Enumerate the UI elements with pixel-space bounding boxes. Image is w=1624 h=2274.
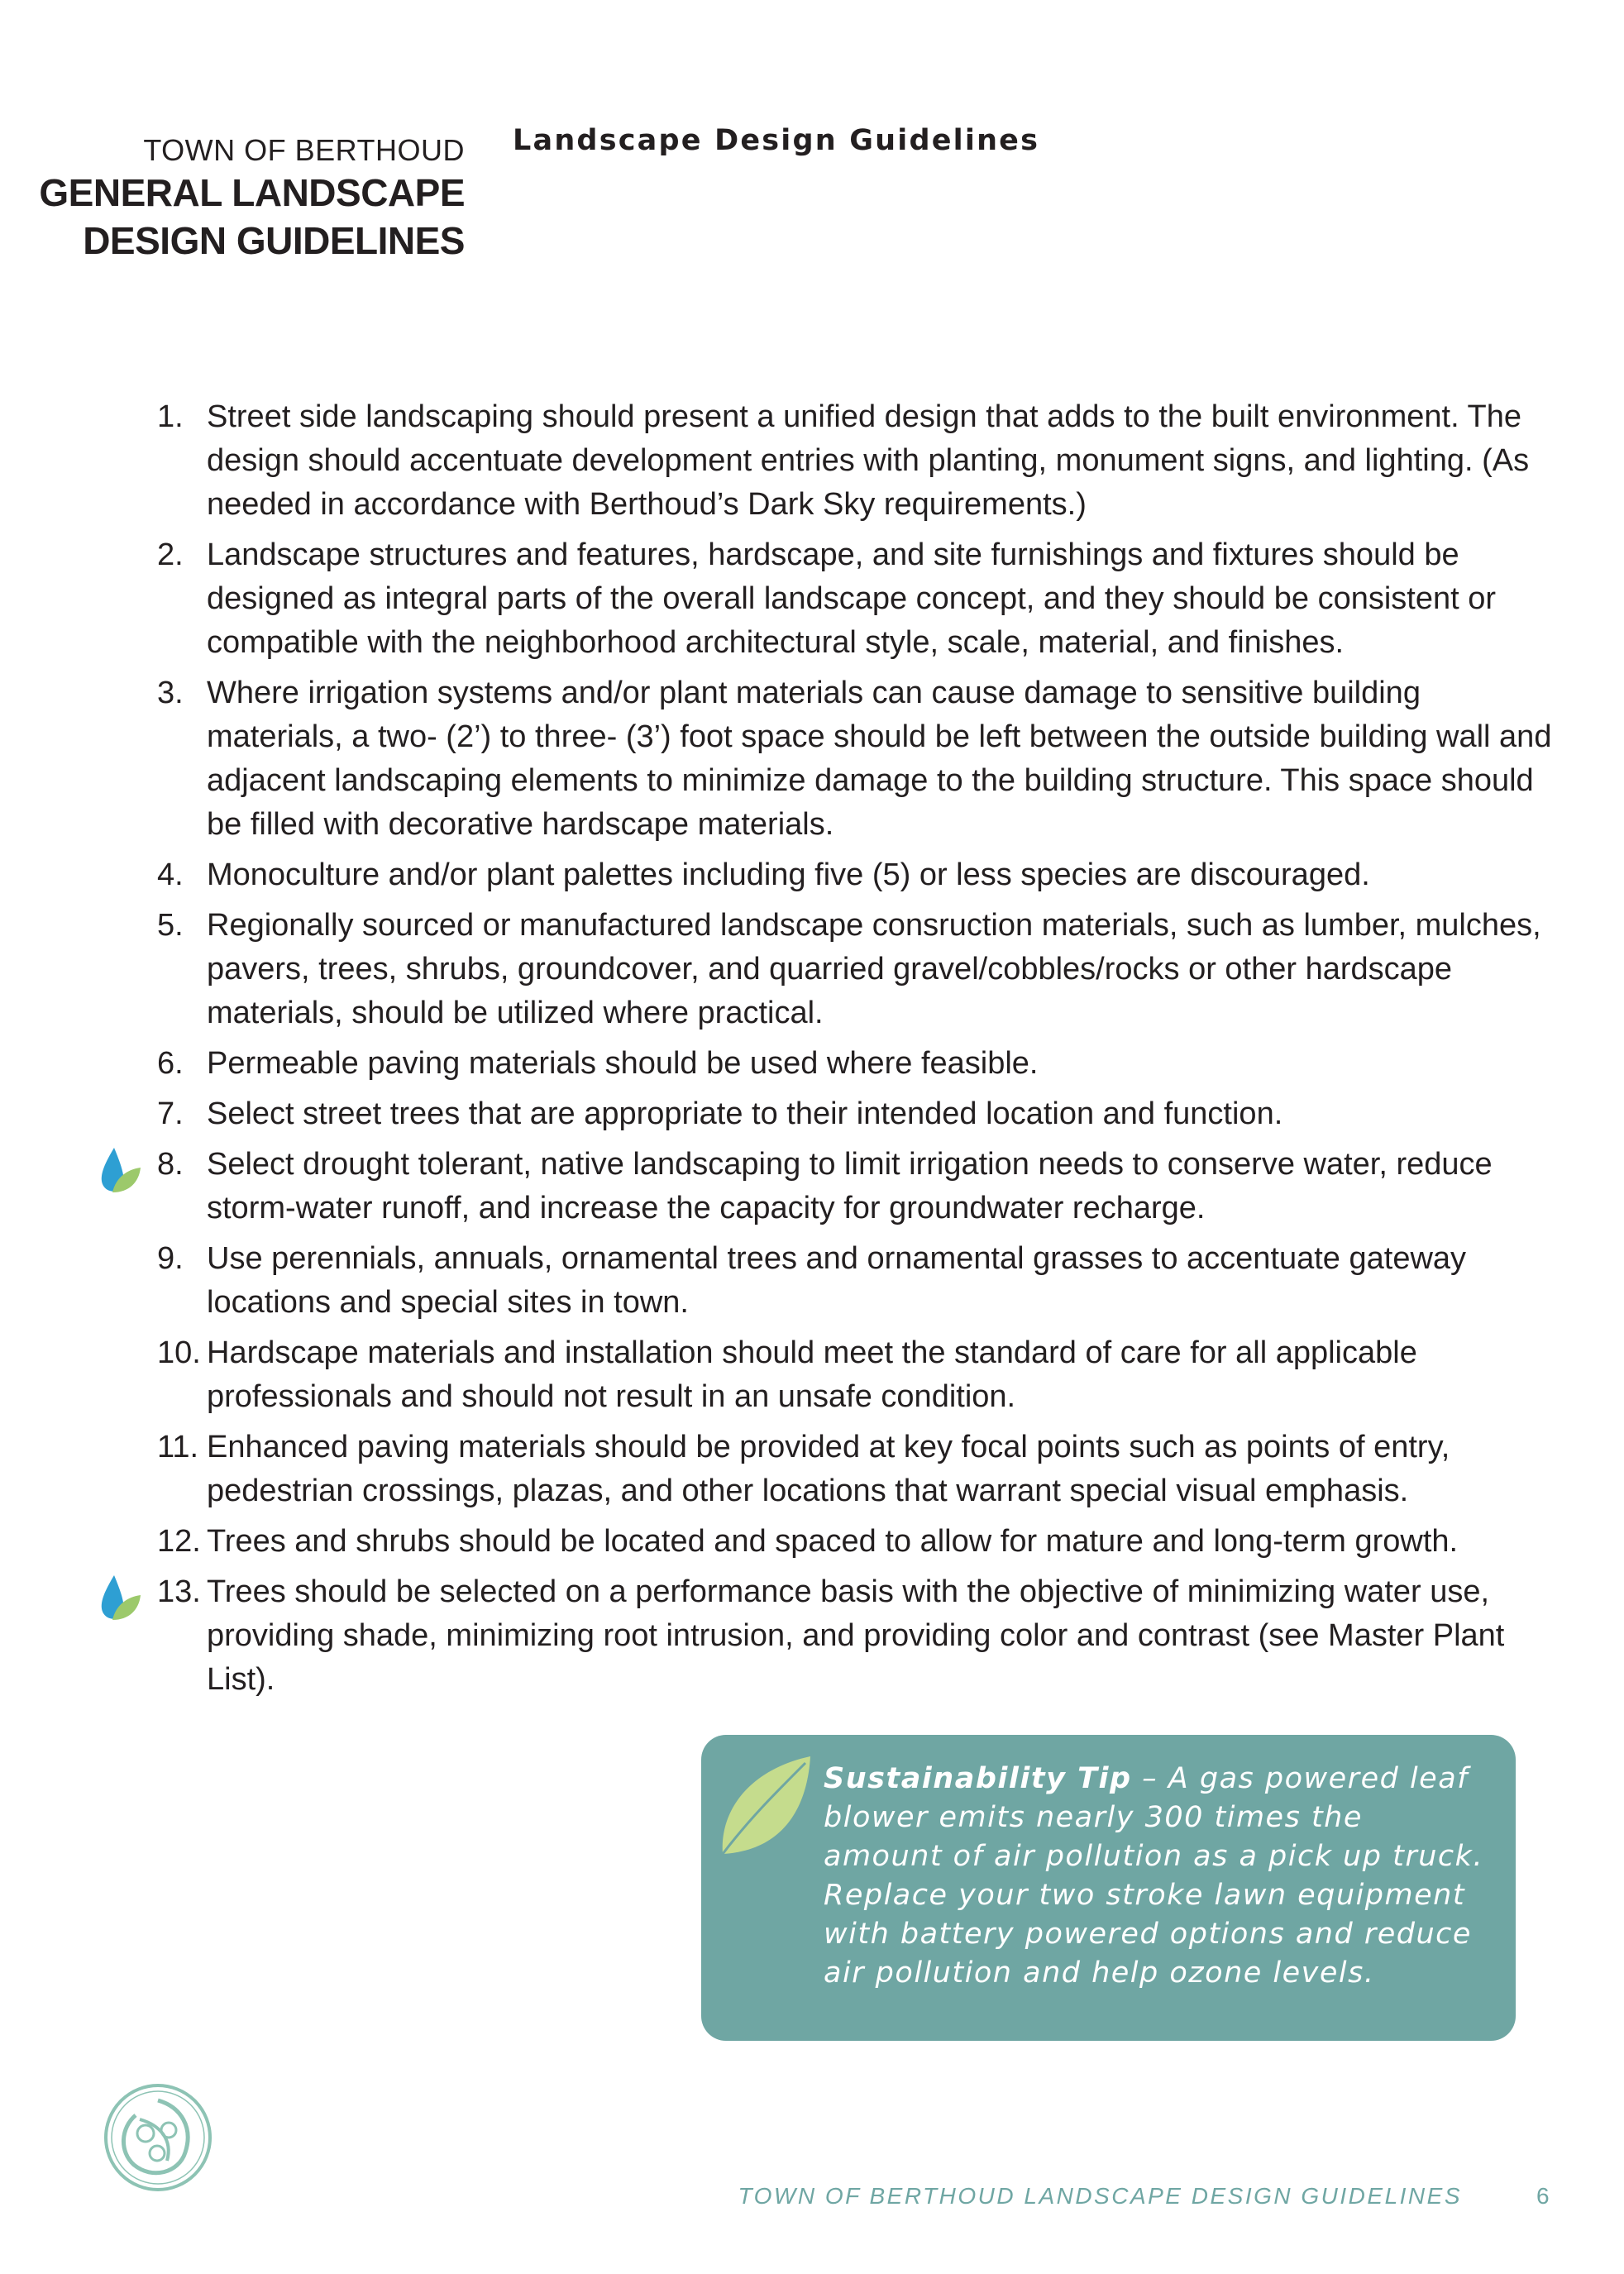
document-brand: [39, 132, 465, 265]
guideline-text: Trees should be selected on a performance basis with the objective of minimizing water use, providing shade, minimizing root intrusion, and providing color and contrast (see Master Plant List).: [207, 1574, 1505, 1697]
guideline-item: [0, 1092, 1624, 1136]
guideline-number: 1.: [157, 399, 184, 434]
guideline-number: 11.: [157, 1430, 199, 1464]
tip-label: Sustainability Tip: [824, 1762, 1132, 1795]
guideline-item: [0, 1570, 1624, 1702]
guideline-item: [0, 395, 1624, 527]
guideline-number: 2.: [157, 537, 184, 572]
guideline-item: [0, 904, 1624, 1035]
guideline-text: Trees and shrubs should be located and spaced to allow for mature and long-term growth.: [207, 1524, 1459, 1559]
page-number: 6: [1536, 2183, 1550, 2209]
guideline-item: [0, 1426, 1624, 1513]
guideline-item: [0, 853, 1624, 897]
guideline-number: 6.: [157, 1046, 184, 1081]
brand-town: TOWN OF BERTHOUD: [143, 133, 465, 167]
brand-title-line2: DESIGN GUIDELINES: [83, 219, 465, 262]
guideline-text: Select drought tolerant, native landscaping to limit irrigation needs to conserve water, reduce storm-water runoff, and increase the capacity for groundwater recharge.: [207, 1147, 1493, 1225]
guideline-number: 12.: [157, 1524, 201, 1559]
guideline-text: Regionally sourced or manufactured landscape consruction materials, such as lumber, mulches, pavers, trees, shrubs, groundcover, and quarried gravel/cobbles/rocks or other hardscape materials, should be utilized where practical.: [207, 908, 1541, 1030]
guideline-number: 13.: [157, 1574, 201, 1609]
tip-body: – A gas powered leaf blower emits nearly 300 times the amount of air pollution as a pick up truck. Replace your two stroke lawn equipment with battery powered options and reduce air pollution and help ozone levels.: [824, 1762, 1484, 1990]
guideline-text: Hardscape materials and installation should meet the standard of care for all applicable professionals and should not result in an unsafe condition.: [207, 1335, 1417, 1414]
guideline-text: Street side landscaping should present a unified design that adds to the built environment. The design should accentuate development entries with planting, monument signs, and lighting. (As needed in accordance with Berthoud’s Dark Sky requirements.): [207, 399, 1530, 522]
guideline-text: Permeable paving materials should be used where feasible.: [207, 1046, 1039, 1081]
water-leaf-icon: [98, 1146, 142, 1196]
guideline-item: [0, 671, 1624, 847]
guideline-number: 5.: [157, 908, 184, 943]
section-heading: Landscape Design Guidelines: [513, 124, 1040, 157]
guideline-number: 3.: [157, 676, 184, 710]
leaf-icon: [716, 1753, 815, 1859]
guideline-text: Enhanced paving materials should be provided at key focal points such as points of entry, pedestrian crossings, plazas, and other locations that warrant special visual emphasis.: [207, 1430, 1450, 1508]
sustainability-tip-box: [701, 1735, 1516, 2041]
town-seal-icon: [103, 2082, 213, 2193]
water-leaf-icon: [98, 1574, 142, 1623]
guideline-text: Monoculture and/or plant palettes including five (5) or less species are discouraged.: [207, 858, 1370, 892]
guideline-text: Landscape structures and features, hardscape, and site furnishings and fixtures should be designed as integral parts of the overall landscape concept, and they should be consistent or compatible with the neighborhood architectural style, scale, material, and finishes.: [207, 537, 1497, 660]
guideline-text: Use perennials, annuals, ornamental trees and ornamental grasses to accentuate gateway locations and special sites in town.: [207, 1241, 1467, 1320]
footer-text: TOWN OF BERTHOUD LANDSCAPE DESIGN GUIDELINES: [738, 2183, 1462, 2209]
guideline-item: [0, 533, 1624, 665]
guideline-number: 7.: [157, 1096, 184, 1131]
guideline-number: 10.: [157, 1335, 201, 1370]
guideline-number: 9.: [157, 1241, 184, 1276]
guideline-item: [0, 1143, 1624, 1230]
tip-text: [824, 1760, 1485, 1993]
guideline-item: [0, 1331, 1624, 1419]
guideline-item: [0, 1042, 1624, 1086]
guidelines-list: [0, 395, 1624, 1708]
guideline-text: Select street trees that are appropriate to their intended location and function.: [207, 1096, 1283, 1131]
guideline-item: [0, 1520, 1624, 1564]
guideline-number: 4.: [157, 858, 184, 892]
brand-title-line1: GENERAL LANDSCAPE: [39, 171, 465, 214]
guideline-number: 8.: [157, 1147, 184, 1182]
guideline-item: [0, 1237, 1624, 1325]
guideline-text: Where irrigation systems and/or plant materials can cause damage to sensitive building materials, a two- (2’) to three- (3’) foot space should be left between the outside building wall and adjacent landscaping elements to minimize damage to the building structure. This space should be filled with decorative hardscape materials.: [207, 676, 1552, 842]
